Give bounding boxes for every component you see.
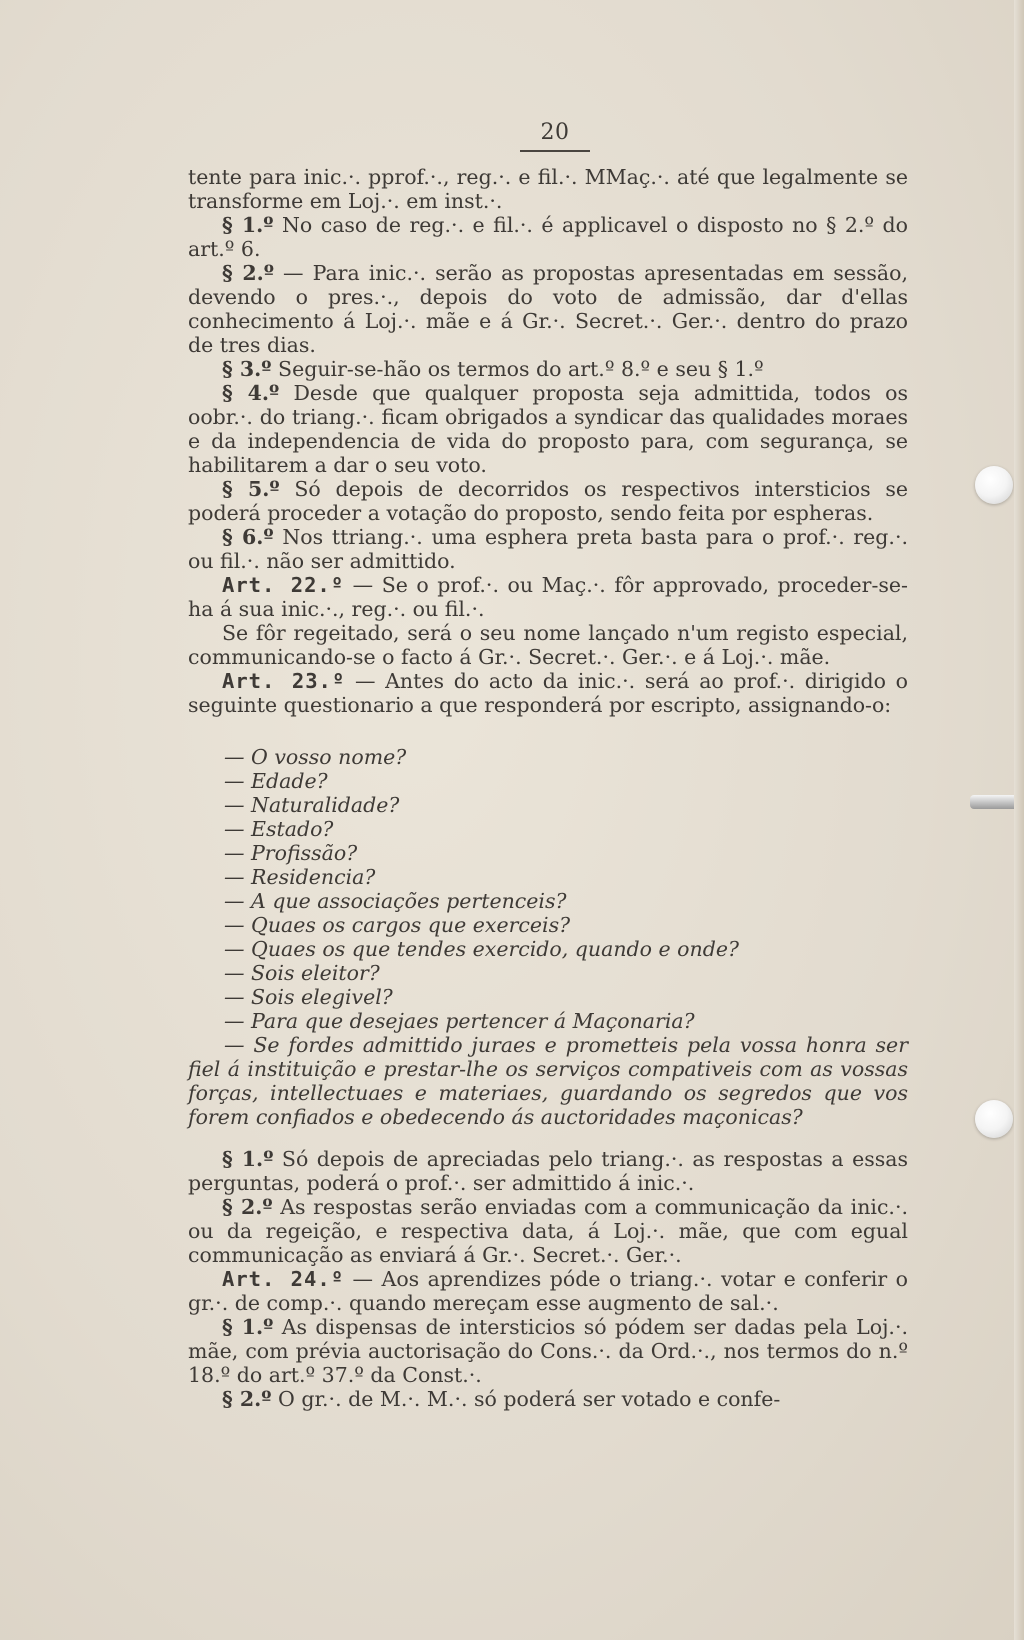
question-item: — Naturalidade? <box>224 793 400 817</box>
article-22: Art. 22.º — Se o prof.·. ou Maç.·. fôr approvado, proceder-se-ha á sua inic.·., reg.·. ou fil.·. <box>188 573 908 621</box>
paragraph: § 1.º As dispensas de intersticios só pódem ser dadas pela Loj.·. mãe, com prévia auctorisação do Cons.·. da Ord.·., nos termos do n.º 18.º do art.º 37.º da Const.·. <box>188 1315 908 1387</box>
question-item: — Profissão? <box>224 841 358 865</box>
body-text <box>188 165 908 1411</box>
paragraph: § 6.º Nos ttriang.·. uma esphera preta basta para o prof.·. reg.·. ou fil.·. não ser admittido. <box>188 525 908 573</box>
question-item: — Quaes os que tendes exercido, quando e onde? <box>224 937 739 961</box>
article-23: Art. 23.º — Antes do acto da inic.·. será ao prof.·. dirigido o seguinte questionario a que responderá por escripto, assignando-o: <box>188 669 908 717</box>
punch-hole <box>975 1100 1013 1138</box>
paragraph: § 3.º Seguir-se-hão os termos do art.º 8.º e seu § 1.º <box>222 357 764 381</box>
punch-hole <box>975 466 1013 504</box>
question-item: — Quaes os cargos que exerceis? <box>224 913 571 937</box>
paragraph: § 1.º Só depois de apreciadas pelo triang.·. as respostas a essas perguntas, poderá o prof.·. ser admittido á inic.·. <box>188 1147 908 1195</box>
question-item: — Estado? <box>224 817 334 841</box>
binding-clip <box>970 795 1018 809</box>
paragraph: § 2.º As respostas serão enviadas com a communicação da inic.·. ou da regeição, e respectiva data, á Loj.·. mãe, que com egual communicação as enviará á Gr.·. Secret.·. Ger.·. <box>188 1195 908 1267</box>
question-item: — Sois eleitor? <box>224 961 380 985</box>
paragraph: § 4.º Desde que qualquer proposta seja admittida, todos os oobr.·. do triang.·. ficam obrigados a syndicar das qualidades moraes e da independencia de vida do proposto para, com segurança, se habilitarem a dar o seu voto. <box>188 381 908 477</box>
question-item: — Para que desejaes pertencer á Maçonaria? <box>224 1009 695 1033</box>
paragraph: tente para inic.·. pprof.·., reg.·. e fil.·. MMaç.·. até que legalmente se transforme em Loj.·. em inst.·. <box>188 165 908 213</box>
question-item: — A que associações pertenceis? <box>224 889 567 913</box>
paragraph: § 2.º — Para inic.·. serão as propostas apresentadas em sessão, devendo o pres.·., depois do voto de admissão, dar d'ellas conhecimento á Loj.·. mãe e á Gr.·. Secret.·. Ger.·. dentro do prazo de tres dias. <box>188 261 908 357</box>
paragraph: Se fôr regeitado, será o seu nome lançado n'um registo especial, communicando-se o facto á Gr.·. Secret.·. Ger.·. e á Loj.·. mãe. <box>188 621 908 669</box>
article-24: Art. 24.º — Aos aprendizes póde o triang.·. votar e conferir o gr.·. de comp.·. quando mereçam esse augmento de sal.·. <box>188 1267 908 1315</box>
question-item: — O vosso nome? <box>224 745 407 769</box>
page-number: 20 <box>540 120 570 145</box>
question-item: — Residencia? <box>224 865 376 889</box>
question-item: — Edade? <box>224 769 328 793</box>
page-number-rule <box>520 150 590 152</box>
questionnaire <box>188 745 908 1129</box>
paragraph: § 1.º No caso de reg.·. e fil.·. é applicavel o disposto no § 2.º do art.º 6. <box>188 213 908 261</box>
page-edge <box>1014 0 1024 1640</box>
paragraph: § 2.º O gr.·. de M.·. M.·. só poderá ser votado e confe- <box>222 1387 781 1411</box>
question-item: — Sois elegivel? <box>224 985 393 1009</box>
question-item: — Se fordes admittido juraes e prometteis pela vossa honra ser fiel á instituição e prestar-lhe os serviços compativeis com as vossas forças, intellectuaes e materiaes, guardando os segredos que vos forem confiados e obedecendo ás auctoridades maçonicas? <box>188 1033 908 1129</box>
paragraph: § 5.º Só depois de decorridos os respectivos intersticios se poderá proceder a votação do proposto, sendo feita por espheras. <box>188 477 908 525</box>
